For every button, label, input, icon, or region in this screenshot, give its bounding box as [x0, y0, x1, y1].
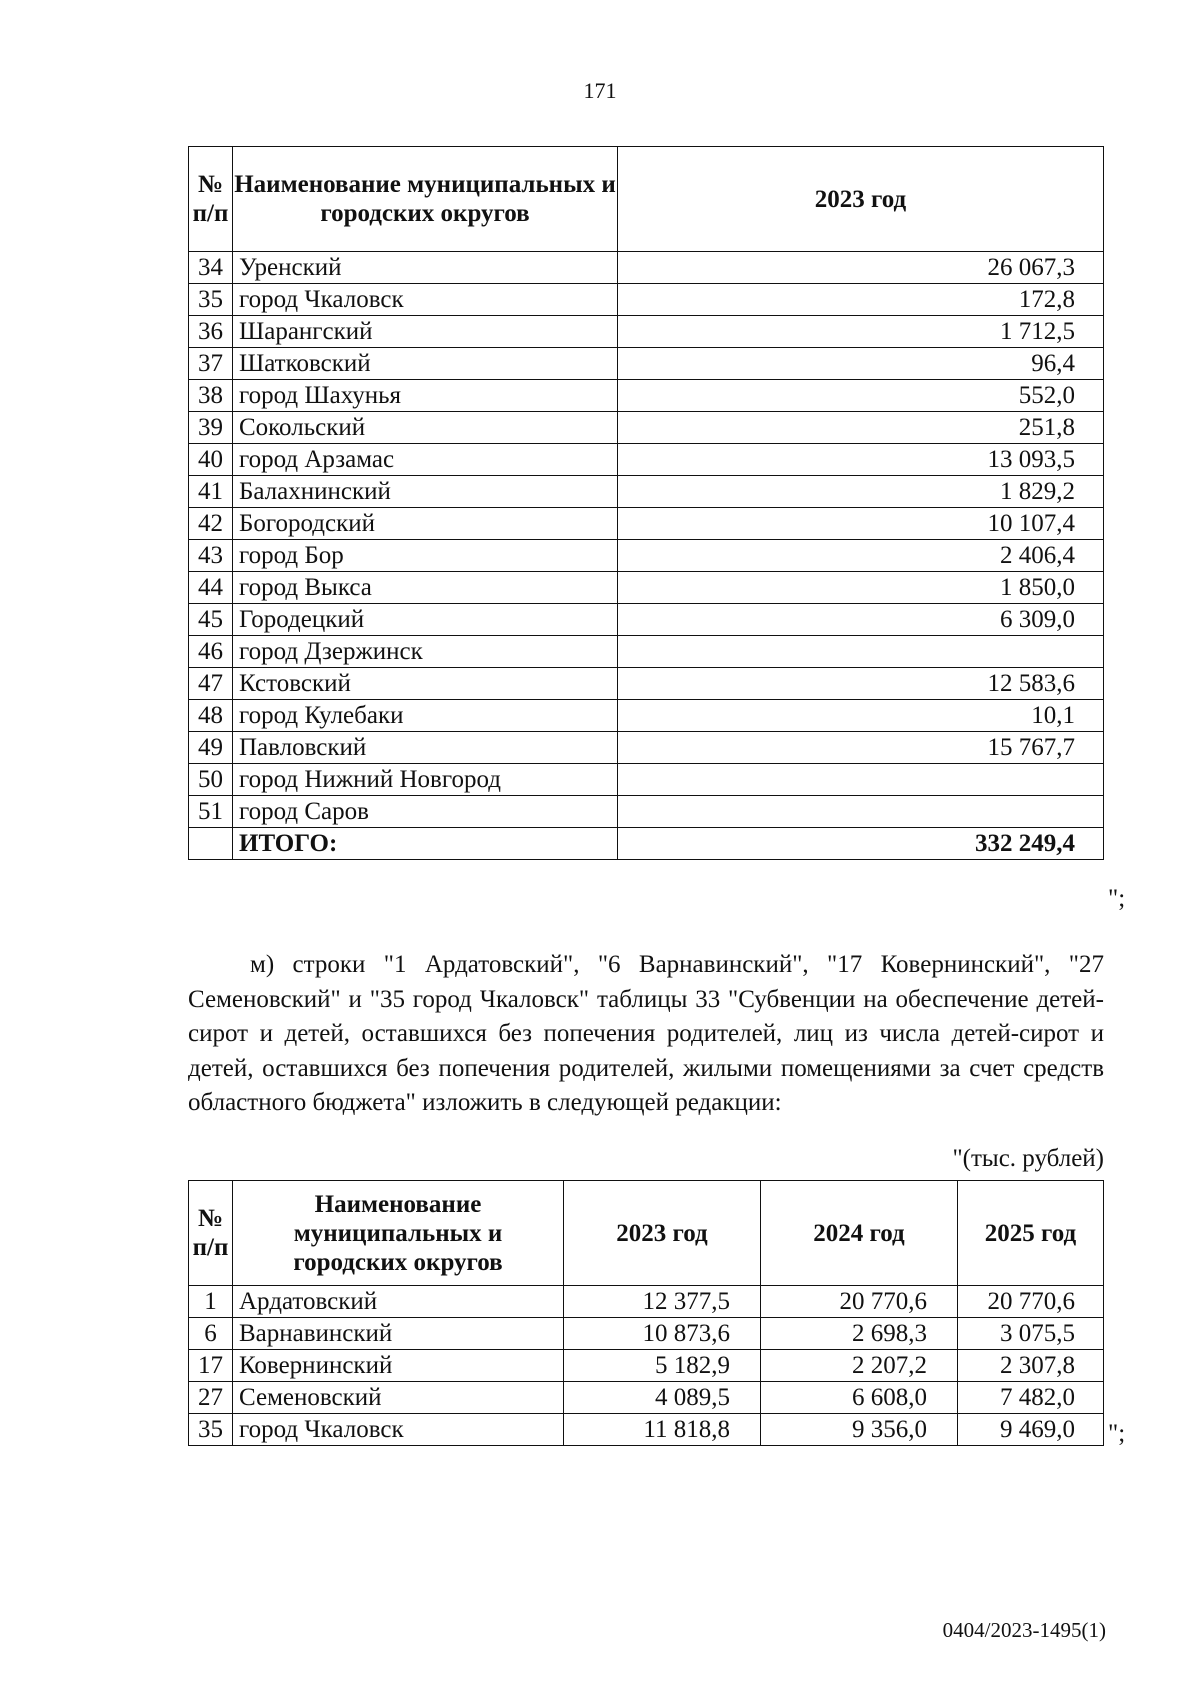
total-num-cell: [189, 828, 233, 860]
row-name: Шатковский: [233, 348, 618, 380]
table-row: [189, 252, 1104, 284]
table-body: [189, 252, 1104, 828]
table-row: [189, 316, 1104, 348]
amendment-text: м) строки "1 Ардатовский", "6 Варнавинский", "17 Ковернинский", "27 Семеновский" и "35 город Чкаловск" таблицы 33 "Субвенции на обеспечение детей-сирот и детей, оставшихся без попечения родителей, лиц из числа детей-сирот и детей, оставшихся без попечения родителей, жилыми помещениями за счет средств областного бюджета" изложить в следующей редакции:: [188, 951, 1104, 1116]
row-num: 35: [189, 1414, 233, 1446]
row-name: Богородский: [233, 508, 618, 540]
row-name: город Саров: [233, 796, 618, 828]
row-num: 39: [189, 412, 233, 444]
table-row: [189, 1414, 1104, 1446]
row-name: Шарангский: [233, 316, 618, 348]
header-2023: 2023 год: [564, 1181, 761, 1286]
row-value-2025: 9 469,0: [958, 1414, 1104, 1446]
row-name: Варнавинский: [233, 1318, 564, 1350]
table1-closing-quote: ";: [1108, 885, 1126, 912]
table-row: [189, 1318, 1104, 1350]
row-value-2023: 26 067,3: [618, 252, 1104, 284]
row-value-2023: 251,8: [618, 412, 1104, 444]
row-value-2023: [618, 796, 1104, 828]
row-num: 35: [189, 284, 233, 316]
table-row: [189, 444, 1104, 476]
row-value-2023: 15 767,7: [618, 732, 1104, 764]
header-num: № п/п: [189, 1181, 233, 1286]
table-body: [189, 1286, 1104, 1446]
table-row: [189, 604, 1104, 636]
header-name: Наименование муниципальных и городских округов: [233, 1181, 564, 1286]
table-row: [189, 572, 1104, 604]
table-row: [189, 700, 1104, 732]
row-name: Ардатовский: [233, 1286, 564, 1318]
subsidy-table-continued: [188, 146, 1104, 860]
row-value-2023: 4 089,5: [564, 1382, 761, 1414]
row-num: 1: [189, 1286, 233, 1318]
row-name: город Дзержинск: [233, 636, 618, 668]
table-row: [189, 476, 1104, 508]
table-row: [189, 636, 1104, 668]
row-num: 48: [189, 700, 233, 732]
row-num: 41: [189, 476, 233, 508]
table-header-row: [189, 1181, 1104, 1286]
row-name: город Чкаловск: [233, 1414, 564, 1446]
row-name: Уренский: [233, 252, 618, 284]
row-value-2023: 12 377,5: [564, 1286, 761, 1318]
header-2023: 2023 год: [618, 147, 1104, 252]
row-name: город Нижний Новгород: [233, 764, 618, 796]
table-row: [189, 412, 1104, 444]
row-num: 42: [189, 508, 233, 540]
table-row: [189, 348, 1104, 380]
table-row: [189, 668, 1104, 700]
header-2024: 2024 год: [761, 1181, 958, 1286]
row-value-2023: 1 829,2: [618, 476, 1104, 508]
row-value-2023: 1 712,5: [618, 316, 1104, 348]
row-num: 49: [189, 732, 233, 764]
table-row: [189, 796, 1104, 828]
row-name: город Арзамас: [233, 444, 618, 476]
total-row: [189, 828, 1104, 860]
row-value-2023: 552,0: [618, 380, 1104, 412]
row-value-2024: 20 770,6: [761, 1286, 958, 1318]
document-code: 0404/2023-1495(1): [942, 1618, 1106, 1642]
row-num: 40: [189, 444, 233, 476]
row-num: 38: [189, 380, 233, 412]
row-value-2024: 2 207,2: [761, 1350, 958, 1382]
row-value-2023: 13 093,5: [618, 444, 1104, 476]
row-num: 50: [189, 764, 233, 796]
table-header-row: [189, 147, 1104, 252]
row-name: город Чкаловск: [233, 284, 618, 316]
units-label: "(тыс. рублей): [952, 1145, 1104, 1172]
total-value: 332 249,4: [618, 828, 1104, 860]
row-num: 17: [189, 1350, 233, 1382]
row-value-2023: 172,8: [618, 284, 1104, 316]
row-num: 27: [189, 1382, 233, 1414]
row-num: 36: [189, 316, 233, 348]
table-row: [189, 284, 1104, 316]
row-name: город Выкса: [233, 572, 618, 604]
row-value-2023: 5 182,9: [564, 1350, 761, 1382]
row-name: Городецкий: [233, 604, 618, 636]
row-value-2023: 2 406,4: [618, 540, 1104, 572]
row-value-2023: [618, 764, 1104, 796]
row-num: 43: [189, 540, 233, 572]
row-value-2023: 12 583,6: [618, 668, 1104, 700]
row-num: 6: [189, 1318, 233, 1350]
row-value-2025: 7 482,0: [958, 1382, 1104, 1414]
row-num: 51: [189, 796, 233, 828]
table-row: [189, 540, 1104, 572]
table-row: [189, 1286, 1104, 1318]
header-name: Наименование муниципальных и городских округов: [233, 147, 618, 252]
row-num: 37: [189, 348, 233, 380]
row-name: Семеновский: [233, 1382, 564, 1414]
row-value-2023: 96,4: [618, 348, 1104, 380]
row-num: 45: [189, 604, 233, 636]
row-value-2024: 2 698,3: [761, 1318, 958, 1350]
row-value-2023: [618, 636, 1104, 668]
table-row: [189, 1382, 1104, 1414]
row-name: город Кулебаки: [233, 700, 618, 732]
row-num: 34: [189, 252, 233, 284]
amendment-paragraph: [188, 948, 1104, 1121]
total-label: ИТОГО:: [233, 828, 618, 860]
table-row: [189, 508, 1104, 540]
row-value-2024: 6 608,0: [761, 1382, 958, 1414]
row-name: Кстовский: [233, 668, 618, 700]
row-value-2023: 10,1: [618, 700, 1104, 732]
page-number: 171: [583, 78, 617, 103]
table-row: [189, 764, 1104, 796]
row-value-2025: 3 075,5: [958, 1318, 1104, 1350]
header-num: № п/п: [189, 147, 233, 252]
row-name: город Шахунья: [233, 380, 618, 412]
row-num: 47: [189, 668, 233, 700]
row-value-2023: 11 818,8: [564, 1414, 761, 1446]
row-value-2025: 20 770,6: [958, 1286, 1104, 1318]
row-name: Балахнинский: [233, 476, 618, 508]
row-value-2023: 10 107,4: [618, 508, 1104, 540]
row-name: Сокольский: [233, 412, 618, 444]
header-2025: 2025 год: [958, 1181, 1104, 1286]
table-row: [189, 380, 1104, 412]
row-value-2024: 9 356,0: [761, 1414, 958, 1446]
row-name: город Бор: [233, 540, 618, 572]
row-value-2025: 2 307,8: [958, 1350, 1104, 1382]
row-value-2023: 1 850,0: [618, 572, 1104, 604]
table-row: [189, 732, 1104, 764]
row-num: 44: [189, 572, 233, 604]
row-name: Павловский: [233, 732, 618, 764]
table2-closing-quote: ";: [1108, 1420, 1126, 1447]
row-value-2023: 6 309,0: [618, 604, 1104, 636]
row-value-2023: 10 873,6: [564, 1318, 761, 1350]
row-num: 46: [189, 636, 233, 668]
row-name: Ковернинский: [233, 1350, 564, 1382]
table-row: [189, 1350, 1104, 1382]
orphans-housing-table: [188, 1180, 1104, 1446]
